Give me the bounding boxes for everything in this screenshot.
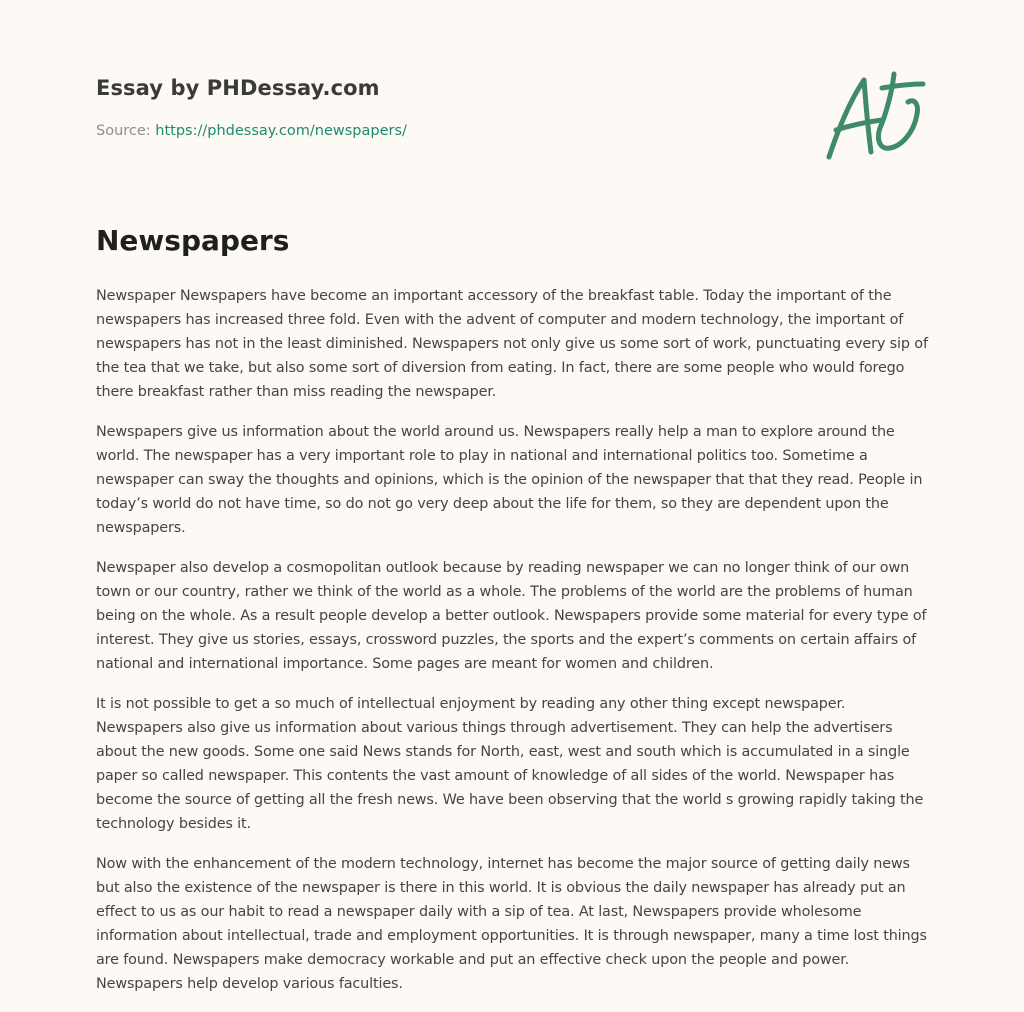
essay-paragraph: Now with the enhancement of the modern technology, internet has become the major source of getting daily news but also the existence of the newspaper is there in this world. It is obvious the daily newspaper has already put an effect to us as our habit to read a newspaper daily with a sip of tea. At last, Newspapers provide wholesome information about intellectual, trade and employment opportunities. It is through newspaper, many a time lost things are found. Newspapers make democracy workable and put an effective check upon the people and power. Newspapers help develop various faculties. (96, 856, 927, 992)
essay-paragraph: Newspaper Newspapers have become an important accessory of the breakfast table. Today the important of the newspapers has increased three fold. Even with the advent of computer and modern technology, the important of newspapers has not in the least diminished. Newspapers not only give us some sort of work, punctuating every sip of the tea that we take, but also some sort of diversion from eating. In fact, there are some people who would forego there breakfast rather than miss reading the newspaper. (96, 288, 928, 400)
essay-paragraph: Newspaper also develop a cosmopolitan outlook because by reading newspaper we can no longer think of our own town or our country, rather we think of the world as a whole. The problems of the world are the problems of human being on the whole. As a result people develop a better outlook. Newspapers provide some material for every type of interest. They give us stories, essays, crossword puzzles, the sports and the expert’s comments on certain affairs of national and international importance. Some pages are meant for women and children. (96, 560, 927, 672)
essay-paragraph: It is not possible to get a so much of intellectual enjoyment by reading any other thing except newspaper. Newspapers also give us information about various things through advertisement. They can help the advertisers about the new goods. Some one said News stands for North, east, west and south which is accumulated in a single paper so called newspaper. This contents the vast amount of knowledge of all sides of the world. Newspaper has become the source of getting all the fresh news. We have been observing that the world s growing rapidly taking the technology besides it. (96, 696, 924, 832)
source-line (96, 123, 407, 139)
essay-paragraph: Newspapers give us information about the world around us. Newspapers really help a man to explore around the world. The newspaper has a very important role to play in national and international politics too. Sometime a newspaper can sway the thoughts and opinions, which is the opinion of the newspaper that that they read. People in today’s world do not have time, so do not go very deep about the life for them, so they are dependent upon the newspapers. (96, 424, 923, 536)
essay-title: Newspapers (96, 224, 290, 257)
site-title: Essay by PHDessay.com (96, 76, 380, 100)
essay-body (96, 284, 932, 1012)
source-label: Source: (96, 123, 156, 139)
source-link[interactable]: https://phdessay.com/newspapers/ (155, 123, 407, 139)
a-plus-logo-icon (822, 68, 930, 166)
